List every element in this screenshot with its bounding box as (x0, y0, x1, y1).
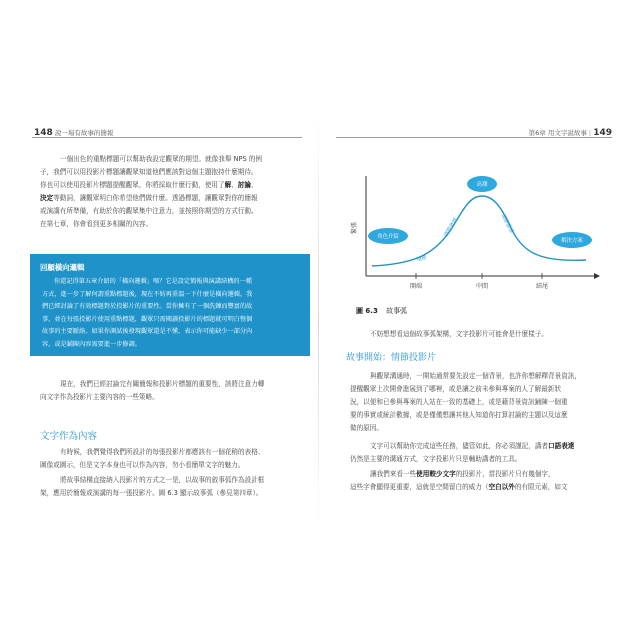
book-gutter (318, 114, 319, 532)
text-line: 這些字會顯得更重要，這就是空間留白的威力（空白以外的有限元素，如文 (350, 483, 568, 491)
stage-rising-action: 情節發展 (443, 217, 459, 238)
text-line: 子，我們可以用投影片標題讓觀眾知道他們應該對這個主題抱持什麼期待。 (40, 168, 258, 176)
text-line: 況，以便和已參與專案的人站在一致的基礎上，或是藉背景資訊鋪陳一個重 (350, 398, 568, 406)
text-line: 容，或是鋪陳內容需要進一步修調。 (42, 340, 141, 348)
right-paragraph-1: 不妨想想看這個故事弧架構，文字投影片可能會是什麼樣子。 (370, 330, 549, 338)
left-paragraph-4 (40, 474, 312, 500)
text-line: 架，應用於簡報或演講的每一張投影片。圖 6.3 顯示故事弧（參見第四章）。 (40, 489, 263, 497)
left-section-title: 文字作為內容 (40, 431, 98, 442)
text-line: 決定等動詞，讓觀眾明白你希望他們做什麼。透過標題，讓觀眾對你的簡報 (40, 194, 258, 202)
left-paragraph-1 (40, 153, 312, 231)
stage-plot: 情節 (415, 254, 428, 264)
figure-label: 圖 6.3 (356, 307, 378, 315)
right-paragraph-2 (350, 370, 612, 435)
right-paragraph-4 (350, 468, 612, 494)
text-line: 向文字作為投影片主要內容的一些策略。 (40, 393, 159, 401)
x-label-middle: 中間 (475, 283, 489, 290)
x-label-beginning: 開端 (409, 283, 423, 290)
left-paragraph-3 (40, 446, 312, 472)
right-page-number: 149 (593, 128, 612, 138)
text-line: 圖像或圖示，但是文字本身也可以作為內容，勿小看簡單文字的魅力。 (40, 461, 245, 469)
text-line: 要的事實或統計數據，或是僅僅想讓其他人知道你打算討論的主題以及這麼 (350, 411, 568, 419)
x-label-end: 結尾 (535, 283, 549, 290)
figure-title: 故事弧 (386, 307, 408, 315)
stage-resolution: 解決方案 (561, 238, 583, 244)
left-paragraph-2 (40, 378, 312, 404)
text-line: 故事的主要脈絡。如果你測試後發現觀眾還是不懂，表示你可能缺少一部分內 (42, 328, 253, 336)
right-section-title: 故事開始：情節投影片 (346, 353, 437, 363)
right-chapter-label: 第6章 (528, 129, 546, 137)
text-line: 或演講有所準備，有助於你的觀眾集中注意力，並按照你期望的方式行動。 (40, 207, 258, 215)
x-axis-arrow (594, 273, 600, 279)
text-line: 有時候，我們覺得我們所設計的每張投影片都應該有一個花稍的表格、 (60, 448, 265, 456)
text-line: 你還記得第五章介紹的「橫向邏輯」嗎？它是設定簡報與演講結構的一種 (54, 278, 252, 285)
text-line: 方式，進一步了解何謂重點標題後，現在不妨再重溫一下什麼是橫向邏輯。我 (42, 290, 253, 298)
left-page-number: 148 (34, 128, 53, 138)
text-line: 將故事結構直接納入投影片的方式之一是，以故事的敘事弧作為設計框 (60, 476, 265, 484)
stage-falling-action: 情節發展 (499, 212, 515, 235)
right-paragraph-3 (350, 440, 612, 466)
text-line: 你也可以使用投影片標題提醒觀眾，你將採取什麼行動，使用了解、討論、 (40, 181, 258, 189)
left-book-title: 說一場有故事的簡報 (54, 129, 114, 137)
figure-caption (356, 306, 407, 316)
text-line: 與觀眾溝通時，一開始通常要先設定一個背景，也許你想解釋背景資訊， (370, 372, 581, 380)
right-header-rule (336, 137, 612, 138)
text-line: 一個出色的重點標題可以幫助我設定觀眾的期望。就像我舉 NPS 的例 (60, 155, 262, 163)
text-line: 事，並在每張投影片使用重點標題，觀眾只需閱讀投影片的標題就可明白整個 (42, 315, 253, 323)
text-line: 仍然是主要的溝通方式，文字投影片只是輔助講者的工具。 (350, 455, 522, 463)
sidebar-box-title: 回顧橫向邏輯 (40, 263, 85, 272)
text-line: 在第七章，你會看到更多相關的內容。 (40, 220, 153, 228)
text-line: 現在，我們已經討論完有關簡報和投影片標題的重要性，該將注意力轉 (60, 380, 265, 388)
stage-character-intro: 角色介紹 (377, 234, 399, 240)
text-line: 提醒觀眾上次開會進展到了哪裡，或是讓之前未參與專案的人了解最新狀 (350, 385, 561, 393)
story-arc-figure (352, 168, 602, 290)
right-chapter-title: 用文字說故事 (547, 129, 587, 137)
stage-climax: 高潮 (476, 182, 488, 188)
right-running-header: 第6章 用文字說故事 | 149 (528, 128, 612, 138)
text-line: 讓我們來看一些使用較少文字的投影片，當投影片只有幾個字， (370, 470, 555, 478)
story-arc-line (372, 196, 586, 266)
sidebar-box-text (42, 276, 304, 352)
text-line: 文字可以幫助你完成這些任務，儘管如此，你必須謹記，講者口語表達 (370, 442, 575, 450)
text-line: 們已經討論了有效標題對於投影片的重要性。當你擁有了一個洗鍊而豐富的故 (42, 303, 253, 311)
text-line: 做的原因。 (350, 424, 383, 432)
y-axis-label: 緊張 (351, 221, 358, 235)
left-header-rule (32, 137, 302, 138)
